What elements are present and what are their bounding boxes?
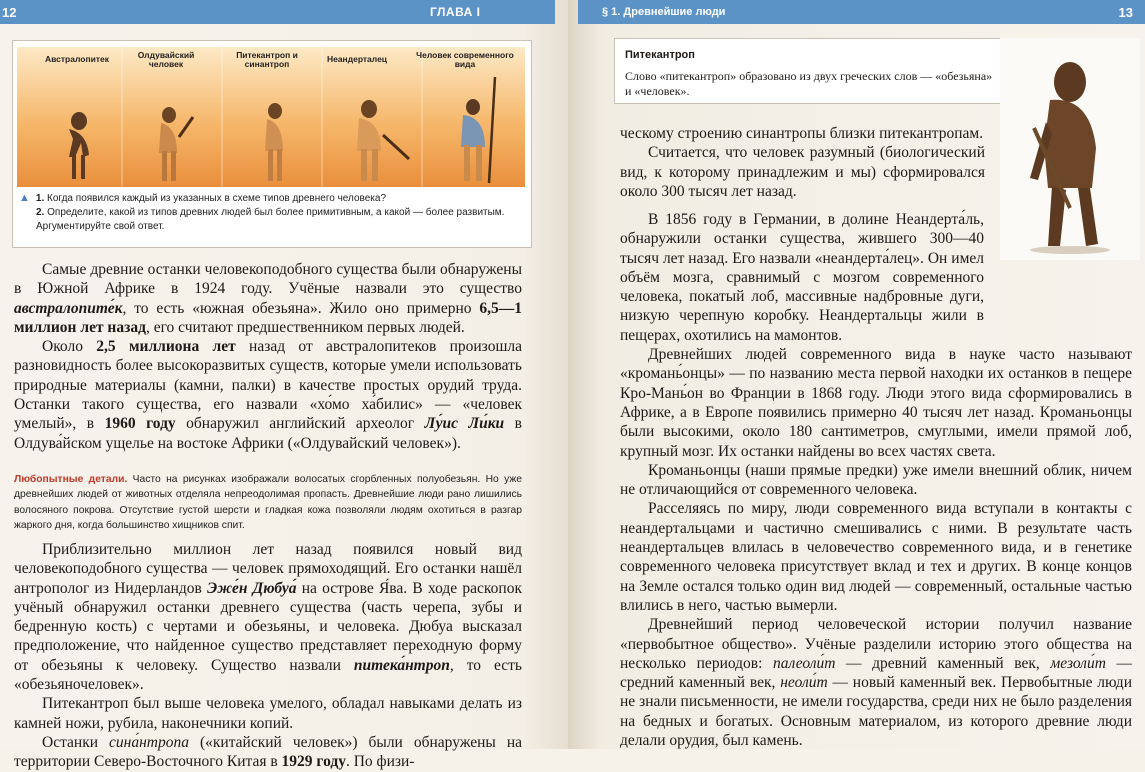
figure-caption (19, 191, 525, 234)
sidebox-title: Питекантроп (625, 49, 695, 61)
caption-question-1: ▲ 1. Когда появился каждый из указанных в схеме типов древнего человека? (19, 192, 387, 204)
curious-details-note: Любопытные детали. Часто на рисунках изображали волосатых сгорбленных полуобезьян. Но уже древнейших людей от животных отделяла непреодолимая пропасть. Древнейшие люди рано лишились волосяного покрова. Отсутствие густой шерсти и гладкая кожа позволяли людям охотиться в разгар жаркого дня, когда большинство хищников спит. (14, 474, 522, 531)
paragraph: Останки сина́нтропа («китайский человек») были обнаружены на территории Северо-Восточного Китая в 1929 году. По физи- (14, 733, 522, 771)
label-oldowan: Олдувайский человек (137, 50, 195, 69)
paragraph: Древнейших людей современного вида в науке часто называют «кромань́онцы» — по названию места первой находки их останков в пещере Кро-Мань́он во Франции в 1868 году. Люди этого вида сформировались в Африке, а в Европе появились примерно 40 тысяч лет назад. Кроманьонцы были высокими, около 180 сантиметров, смуглыми, имели прямой лоб, крупный мозг. Их останки найдены во всех частях света. (620, 346, 1132, 460)
paragraph: Расселяясь по миру, люди современного вида вступали в контакты с неандертальцами и частично смешивались с ними. В результате часть неандертальцев влилась в человечество современного вида, и в генетике современного человека присутствует вклад и тех и других. В конце концов на Земле остался только один вид людей — современный, остальные частью влились в него, частью вымерли. (620, 500, 1132, 614)
paragraph: Древнейший период человеческой истории получил название «первобытное общество». Учёные разделили историю этого общества на несколько периодов: палеоли́т — древний каменный век, мезоли́т — средний каменный век, неоли́т — новый каменный век. Первобытные люди не знали письменности, не имели государства, среди них не было разделения на бедных и богатых. Основным материалом, из которого древние люди делали орудия, был камень. (620, 616, 1133, 750)
left-page-header (0, 0, 555, 24)
paragraph: Приблизительно миллион лет назад появился новый вид человекоподобного существа — человек прямоходящий. Его останки нашёл антрополог из Нидерландов Эже́н Дюбуа́ на острове Я́ва. В ходе раскопок учёный обнаружил останки древнего существа (часть черепа, зубы и бедренную кость) с чертами и обезьяны, и человека. Дюбуа высказал предположение, что найденное существо представляет переходную форму от обезьяны к человеку. Существо назвали питека́нтроп, то есть «обезьяночеловек». (14, 541, 522, 694)
triangle-icon: ▲ (19, 192, 30, 204)
paragraph: Около 2,5 миллиона лет назад от австралопитеков произошла разновидность более высокоразвитых существ, которые умели использовать природные материалы (камни, палки) в качестве простых орудий труда. Останки такого существа, его назвали «хо́мо ха́билис» — «человек умелый», в 1960 году обнаружил английский археолог Лу́ис Ли́ки в Олдува́йском ущелье на востоке Африки («Олдувайский человек»). (14, 338, 523, 452)
right-page-header (578, 0, 1145, 24)
label-pithecanthropus: Питекантроп и синантроп (236, 50, 298, 69)
evolution-figure (12, 40, 532, 248)
right-text-block-1 (620, 124, 985, 201)
sidebox-text: Слово «питекантроп» образовано из двух греческих слов — «обезьяна» и «человек». (625, 69, 993, 98)
right-page (568, 0, 1145, 749)
paragraph: В 1856 году в Германии, в долине Неандерта́ль, обнаружили останки существа, жившего 300—40 тысяч лет назад. Его назвали «неандерта́лец». Он имел объём мозга, сравнимый с мозгом современного человека, покатый лоб, массивные надбровные дуги, низкую черепную коробку. Неандертальцы жили в пещерах, охотились на мамонтов. (620, 211, 984, 344)
pithecanthropus-sidebox (614, 38, 1010, 104)
page-number-right: 13 (1118, 4, 1133, 20)
paragraph: Самые древние останки человекоподобного существа были обнаружены в Южной Африке в 1924 году. Учёные назвали это существо австралопите́к, то есть «южная обезьяна». Жило оно примерно 6,5—1 миллион лет назад, его считают предшественником первых людей. (14, 261, 522, 336)
page-number-left: 12 (2, 4, 17, 20)
label-modern-human: Человек современного вида (416, 50, 514, 69)
chapter-title: ГЛАВА I (430, 5, 481, 19)
right-text-block-2 (620, 210, 1132, 750)
left-text-block-2 (14, 540, 522, 772)
label-australopithecus: Австралопитек (45, 54, 109, 64)
paragraph: Питекантроп был выше человека умелого, обладал навыками делать из камней ножи, рубила, наконечники копий. (14, 695, 522, 732)
paragraph: Считается, что человек разумный (биологический вид, к которому принадлежим и мы) сформировался около 300 тысяч лет назад. (620, 144, 985, 200)
left-text-block-1 (14, 260, 522, 453)
caption-question-2: 2. Определите, какой из типов древних людей был более примитивным, а какой — более развитым. Аргументируйте свой ответ. (36, 207, 505, 232)
section-title: § 1. Древнейшие люди (602, 6, 726, 18)
paragraph: Кроманьонцы (наши прямые предки) уже имели внешний облик, ничем не отличающийся от современного человека. (620, 461, 1132, 499)
label-neanderthal: Неандерталец (326, 54, 388, 64)
paragraph: ческому строению синантропы близки питекантропам. (620, 125, 984, 142)
left-page (0, 0, 568, 771)
